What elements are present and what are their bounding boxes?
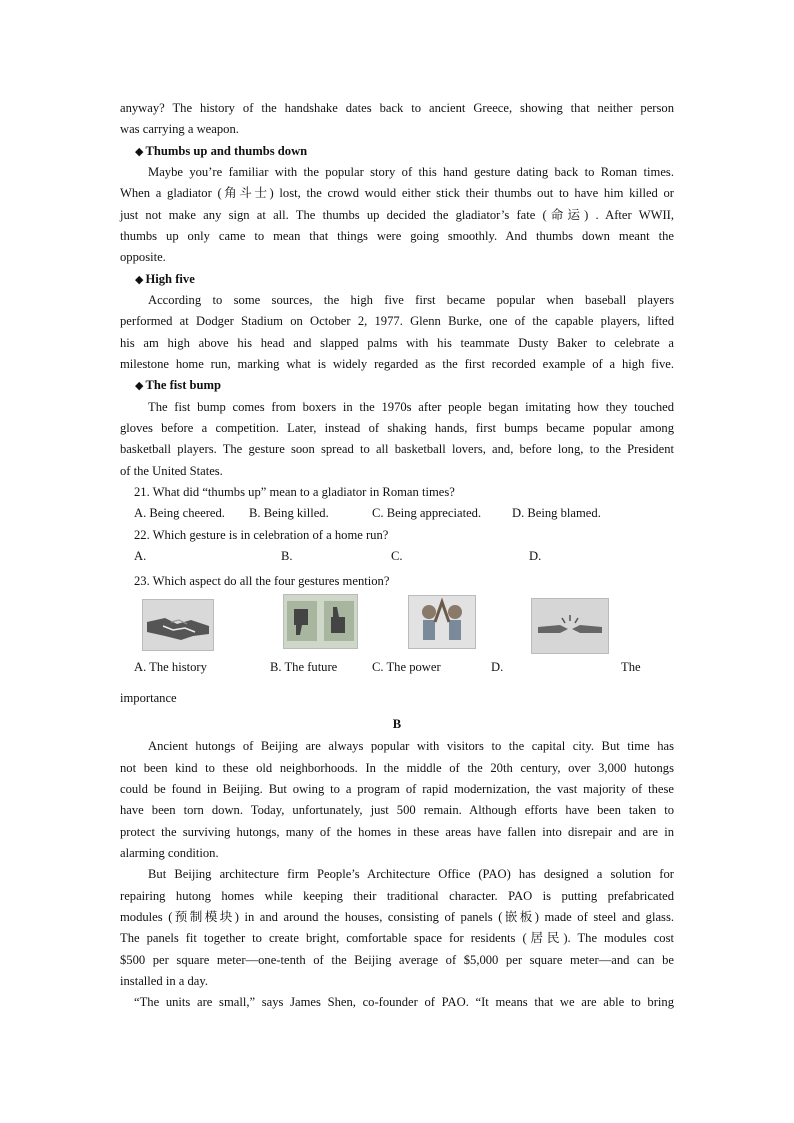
text-line: could be found in Beijing. But owing to a program of rapid modernization, the vast majority of these bbox=[120, 782, 674, 796]
text-line: The panels fit together to create bright, comfortable space for residents (居民). The modules cost bbox=[120, 931, 674, 945]
text-line: The fist bump comes from boxers in the 1970s after people began imitating how they touched bbox=[148, 400, 674, 414]
text-line: “The units are small,” says James Shen, co-founder of PAO. “It means that we are able to bring bbox=[134, 995, 674, 1009]
text-line: gloves before a competition. Later, instead of shaking hands, first bumps became popular among bbox=[120, 421, 674, 435]
answer-option[interactable]: B. Being killed. bbox=[249, 506, 329, 520]
text-line: anyway? The history of the handshake dates back to ancient Greece, showing that neither person bbox=[120, 101, 674, 115]
text-line: performed at Dodger Stadium on October 2, 1977. Glenn Burke, one of the capable players, lifted bbox=[120, 314, 674, 328]
section-heading bbox=[135, 271, 435, 288]
text-line: But Beijing architecture firm People’s Architecture Office (PAO) has designed a solution for bbox=[148, 867, 674, 881]
passage-title: B bbox=[392, 717, 402, 731]
question-stem: 22. Which gesture is in celebration of a home run? bbox=[134, 528, 389, 542]
text-line: Maybe you’re familiar with the popular story of this hand gesture dating back to Roman times. bbox=[148, 165, 674, 179]
text-line: opposite. bbox=[120, 250, 166, 264]
answer-option[interactable]: B. The future bbox=[270, 660, 338, 674]
text-line: $500 per square meter—one-tenth of the Beijing average of $5,000 per square meter—and can be bbox=[120, 953, 674, 967]
text-line: modules (预制模块) in and around the houses, consisting of panels (嵌板) made of steel and glass. bbox=[120, 910, 674, 924]
heading-text: The fist bump bbox=[145, 378, 222, 392]
text-line: alarming condition. bbox=[120, 846, 219, 860]
answer-option[interactable]: A. The history bbox=[134, 660, 207, 674]
answer-option[interactable]: A. Being cheered. bbox=[134, 506, 225, 520]
text-line: of the United States. bbox=[120, 464, 223, 478]
text-line: was carrying a weapon. bbox=[120, 122, 239, 136]
section-heading bbox=[135, 143, 435, 160]
high-five-image bbox=[408, 595, 476, 649]
answer-option[interactable]: A. bbox=[134, 549, 147, 563]
text-line: When a gladiator (角斗士) lost, the crowd would either stick their thumbs out to have him killed or bbox=[120, 186, 674, 200]
text-line: have been torn down. Today, unfortunately, just 500 remain. Although efforts have been taken to bbox=[120, 803, 674, 817]
answer-option-text: The bbox=[621, 660, 641, 674]
answer-option[interactable]: B. bbox=[281, 549, 293, 563]
answer-option[interactable]: C. The power bbox=[372, 660, 441, 674]
answer-option[interactable]: C. bbox=[391, 549, 403, 563]
text-line: Ancient hutongs of Beijing are always popular with visitors to the capital city. But time has bbox=[148, 739, 674, 753]
question-stem: 21. What did “thumbs up” mean to a gladiator in Roman times? bbox=[134, 485, 455, 499]
text-line: his am high above his head and slapped palms with his teammate Dusty Baker to celebrate a bbox=[120, 336, 674, 350]
text-line: not been kind to these old neighborhoods. In the middle of the 20th century, over 3,000 hutongs bbox=[120, 761, 674, 775]
text-line: protect the surviving hutongs, many of the homes in these areas have fallen into disrepair and are in bbox=[120, 825, 674, 839]
section-heading bbox=[135, 377, 435, 394]
heading-text: High five bbox=[145, 272, 195, 286]
diamond-bullet-icon: ◆ bbox=[135, 274, 144, 286]
answer-option-text: importance bbox=[120, 691, 177, 705]
answer-option[interactable]: D. Being blamed. bbox=[512, 506, 601, 520]
text-line: installed in a day. bbox=[120, 974, 209, 988]
answer-option[interactable]: C. Being appreciated. bbox=[372, 506, 482, 520]
answer-option[interactable]: D. bbox=[491, 660, 504, 674]
text-line: just not make any sign at all. The thumbs up decided the gladiator’s fate (命运) . After WWII, bbox=[120, 208, 674, 222]
text-line: thumbs up only came to mean that things were going smoothly. And thumbs down meant the bbox=[120, 229, 674, 243]
heading-text: Thumbs up and thumbs down bbox=[145, 144, 308, 158]
handshake-image bbox=[142, 599, 214, 651]
diamond-bullet-icon: ◆ bbox=[135, 380, 144, 392]
text-line: basketball players. The gesture soon spread to all basketball lovers, and, before long, to the President bbox=[120, 442, 674, 456]
thumbs-image bbox=[283, 594, 358, 649]
fist-bump-image bbox=[531, 598, 609, 654]
text-line: According to some sources, the high five first became popular when baseball players bbox=[148, 293, 674, 307]
text-line: milestone home run, marking what is widely regarded as the first recorded example of a high five. bbox=[120, 357, 674, 371]
diamond-bullet-icon: ◆ bbox=[135, 146, 144, 158]
answer-option[interactable]: D. bbox=[529, 549, 542, 563]
question-stem: 23. Which aspect do all the four gestures mention? bbox=[134, 574, 390, 588]
text-line: repairing hutong homes while keeping their traditional character. PAO is putting prefabricated bbox=[120, 889, 674, 903]
